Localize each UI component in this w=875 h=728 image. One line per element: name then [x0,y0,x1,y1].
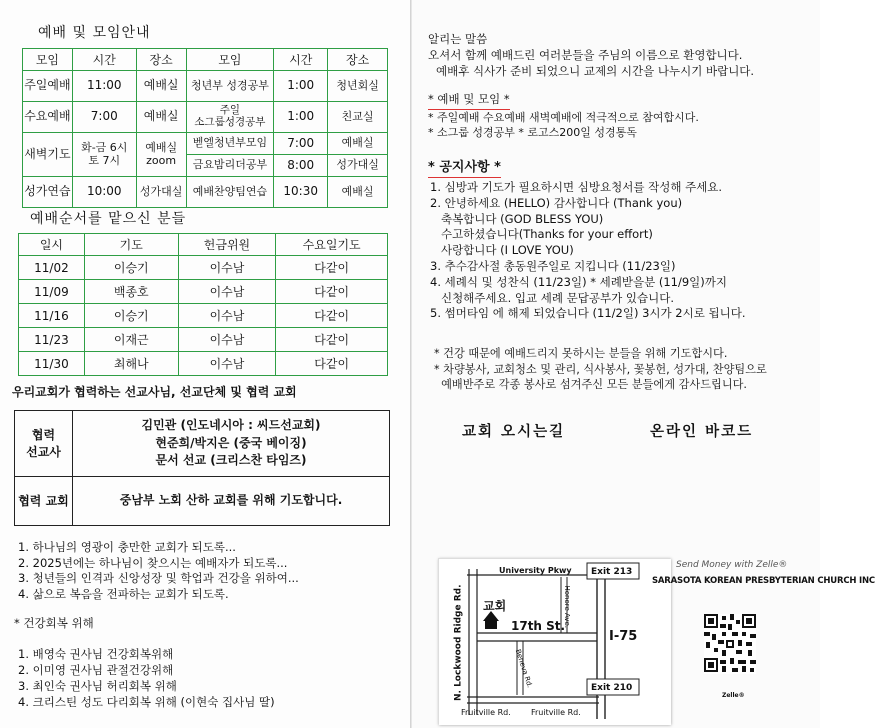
list-item: 4. 세례식 및 성찬식 (11/23일) * 세례받을분 (11/9일)까지 [430,274,727,289]
order-header: 수요일기도 [276,234,388,256]
missionary-list [73,411,389,476]
schedule-cell: 7:00 [72,102,136,133]
schedule-cell: 주일예배 [23,71,73,102]
schedule-cell: 11:00 [72,71,136,102]
worship-line: * 소그룹 성경공부 * 로고스200일 성경통독 [428,126,637,139]
order-cell: 다같이 [276,352,388,376]
missionary-label: 협력 선교사 [15,411,73,476]
order-header: 헌금위원 [178,234,276,256]
list-item: 사랑합니다 (I LOVE YOU) [430,243,574,258]
order-cell: 최해나 [84,352,178,376]
order-cell: 이수남 [178,280,276,304]
schedule-cell: 청년부 성경공부 [186,71,274,102]
table-row [23,177,388,208]
schedule-cell: 주일 소그룹성경공부 [186,102,274,133]
qr-code [704,614,756,686]
church-map [438,558,670,724]
table-row [19,304,388,328]
order-cell: 이재근 [84,328,178,352]
map-label-church: 교회 [483,599,507,613]
schedule-header: 시간 [72,49,136,71]
notice-list [430,180,745,322]
list-item: 축복합니다 (GOD BLESS YOU) [430,211,604,226]
left-page [0,0,412,728]
list-item: 3. 최인숙 권사님 허리회복 위해 [18,679,177,693]
schedule-table [22,48,388,208]
order-header-row [19,234,388,256]
table-row [19,280,388,304]
schedule-cell: 청년회실 [328,71,388,102]
list-item: 4. 삶으로 복음을 전파하는 교회가 되도록. [18,586,229,601]
map-label-lockwood: N. Lockwood Ridge Rd. [453,584,464,702]
order-cell: 다같이 [276,280,388,304]
list-item: 4. 크리스틴 성도 다리회복 위해 (이현숙 집사님 딸) [18,695,275,709]
order-table [18,233,388,376]
schedule-header: 모임 [186,49,274,71]
map-label-i75: I-75 [609,629,638,644]
partner-church: 중남부 노회 산하 교회를 위해 기도합니다. [119,493,343,508]
order-cell: 이수남 [178,304,276,328]
order-cell: 이수남 [178,328,276,352]
worship-heading-text: * 예배 및 모임 * [428,92,510,110]
partner-row [15,477,389,525]
church-name: SARASOTA KOREAN PRESBYTERIAN CHURCH INC [652,576,875,586]
map-label-beneva: Beneva Rd. [513,648,534,689]
table-row [23,71,388,102]
extra-list [434,346,767,393]
list-item: 3. 청년들의 인격과 신앙성장 및 학업과 건강을 위하여... [18,571,299,585]
schedule-cell: 8:00 [274,155,328,177]
notice-heading [428,160,501,178]
schedule-header: 시간 [274,49,328,71]
order-cell: 이승기 [84,304,178,328]
table-row [23,102,388,133]
schedule-cell: 벧엘청년부모임 [186,133,274,155]
order-cell: 백종호 [84,280,178,304]
schedule-cell: 예배실 [328,177,388,208]
schedule-header: 장소 [136,49,186,71]
map-label-university: University Pkwy [499,566,572,575]
schedule-cell: 10:00 [72,177,136,208]
map-label-fruitville: Fruitville Rd. [461,708,511,717]
announce-line: 예배후 식사가 준비 되었으니 교제의 시간을 나누시기 바랍니다. [436,64,755,78]
list-item: 2. 이미영 권사님 관절건강위해 [18,663,174,677]
list-item: 1. 배영숙 권사님 건강회복위해 [18,647,174,661]
zelle-text: Send Money with Zelle® [676,560,788,570]
missionary-row [15,411,389,477]
mission-box [14,410,390,526]
list-item: * 차량봉사, 교회청소 및 관리, 식사봉사, 꽃봉헌, 성가대, 찬양팀으로 [434,362,767,376]
schedule-cell: 예배실 [328,133,388,155]
schedule-cell: 1:00 [274,102,328,133]
table-row [19,352,388,376]
worship-line: * 주일예배 수요예배 새벽예배에 적극적으로 참여합시다. [428,111,699,124]
schedule-header-row [23,49,388,71]
order-cell: 이수남 [178,352,276,376]
map-label-exit210: Exit 210 [591,683,633,693]
schedule-cell: 성가연습 [23,177,73,208]
schedule-cell: 예배실 zoom [136,133,186,177]
missionary-item: 김민관 (인도네시아 : 씨드선교회) [141,418,321,433]
map-label-17th: 17th St. [511,619,566,633]
schedule-cell: 성가대실 [328,155,388,177]
order-cell: 다같이 [276,256,388,280]
order-cell: 11/30 [19,352,85,376]
announce-title: 알리는 말씀 [428,32,488,46]
schedule-cell: 예배찬양팀연습 [186,177,274,208]
barcode-title: 온라인 바코드 [650,424,754,440]
list-item: 수고하셨습니다(Thanks for your effort) [430,227,653,242]
mission-title: 우리교회가 협력하는 선교사님, 선교단체 및 협력 교회 [12,385,297,399]
directions-title: 교회 오시는길 [462,424,566,440]
schedule-cell: 수요예배 [23,102,73,133]
health-list [18,646,275,710]
schedule-cell: 예배실 [136,71,186,102]
list-item: 1. 하나님의 영광이 충만한 교회가 되도록... [18,540,236,554]
map-label-exit213: Exit 213 [591,567,633,577]
health-title: * 건강회복 위해 [14,616,94,630]
prayer-list [18,540,299,602]
list-item: 신청해주세요. 입교 세례 문답공부가 있습니다. [430,290,674,305]
order-cell: 11/16 [19,304,85,328]
map-label-honore: Honore Ave. [563,585,572,629]
zelle-small: Zelle® [722,692,745,699]
missionary-item: 문서 선교 (크리스찬 타임즈) [155,453,307,468]
schedule-cell: 친교실 [328,102,388,133]
list-item: 1. 심방과 기도가 필요하시면 심방요청서를 작성해 주세요. [430,180,723,194]
schedule-header: 모임 [23,49,73,71]
schedule-cell: 성가대실 [136,177,186,208]
list-item: 2. 2025년에는 하나님이 찾으시는 예배자가 되도록... [18,555,288,570]
schedule-cell: 새벽기도 [23,133,73,177]
list-item: * 건강 때문에 예배드리지 못하시는 분들을 위해 기도합시다. [434,347,728,360]
order-cell: 이수남 [178,256,276,280]
schedule-header: 장소 [328,49,388,71]
order-header: 기도 [84,234,178,256]
list-item: 3. 추수감사절 총동원주일로 지킵니다 (11/23일) [430,258,676,273]
schedule-title: 예배 및 모임안내 [38,25,151,41]
announce-line: 오셔서 함께 예배드린 여러분들을 주님의 이름으로 환영합니다. [428,48,743,62]
order-cell: 다같이 [276,328,388,352]
map-label-fruitville: Fruitville Rd. [531,708,581,717]
schedule-cell: 7:00 [274,133,328,155]
missionary-item: 현준희/박지은 (중국 베이징) [155,435,307,450]
order-cell: 11/09 [19,280,85,304]
worship-heading [428,92,510,110]
table-row [23,133,388,155]
order-cell: 11/23 [19,328,85,352]
schedule-cell: 금요밤리더공부 [186,155,274,177]
table-row [19,328,388,352]
schedule-cell: 1:00 [274,71,328,102]
notice-heading-text: * 공지사항 * [428,160,501,178]
table-row [19,256,388,280]
order-cell: 이승기 [84,256,178,280]
list-item: 5. 썸머타임 에 해제 되었습니다 (11/2일) 3시가 2시로 됩니다. [430,306,746,321]
schedule-cell: 10:30 [274,177,328,208]
schedule-cell: 화-금 6시 토 7시 [72,133,136,177]
list-item: 2. 안녕하세요 (HELLO) 감사합니다 (Thank you) [430,195,683,210]
schedule-cell: 예배실 [136,102,186,133]
order-cell: 다같이 [276,304,388,328]
list-item: 예배반주로 각종 봉사로 섬겨주신 모든 분들에게 감사드립니다. [434,378,747,391]
partner-label: 협력 교회 [15,477,73,525]
order-cell: 11/02 [19,256,85,280]
order-header: 일시 [19,234,85,256]
order-title: 예배순서를 맡으신 분들 [30,211,187,227]
